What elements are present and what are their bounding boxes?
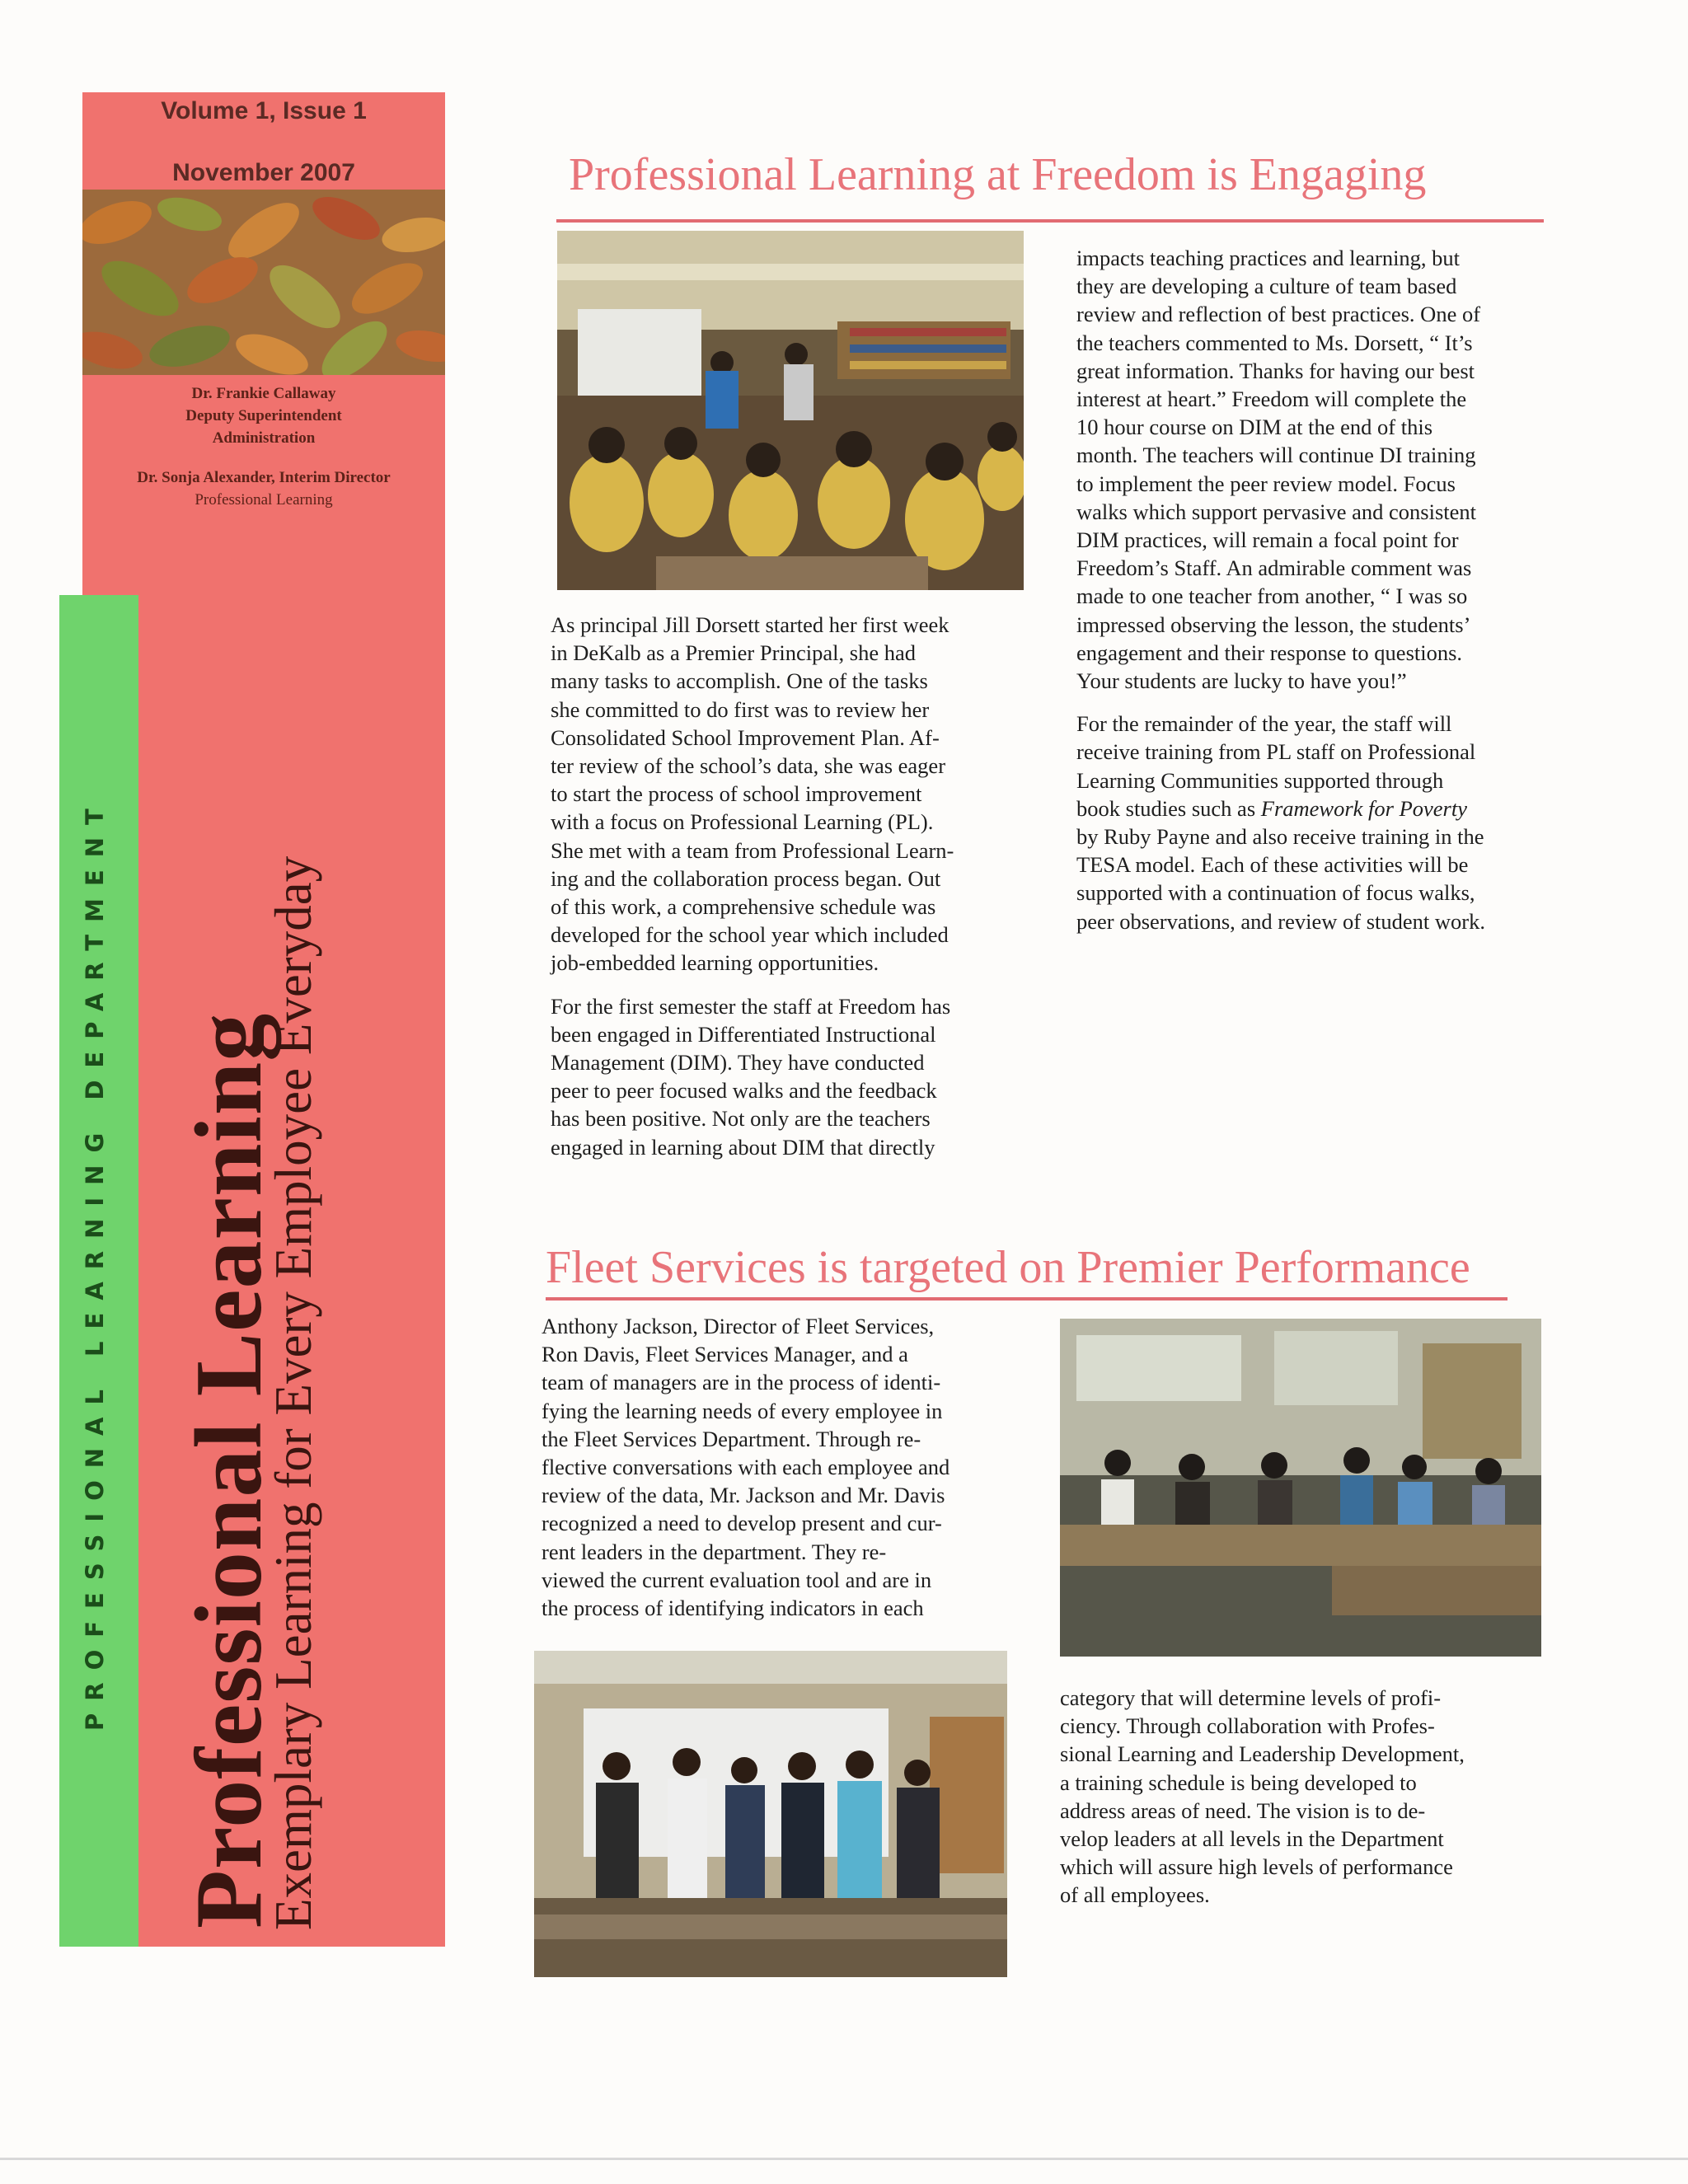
classroom-photo — [557, 231, 1024, 590]
text-line: Ron Davis, Fleet Services Manager, and a — [542, 1342, 908, 1367]
article2-paragraph — [1060, 1684, 1465, 1910]
text-line: impressed observing the lesson, the students’ — [1076, 612, 1471, 637]
text-line: engaged in learning about DIM that directly — [551, 1134, 935, 1160]
text-line: which will assure high levels of performance — [1060, 1854, 1453, 1880]
group-photo — [534, 1651, 1007, 1977]
credit-name: Dr. Sonja Alexander, Interim Director — [137, 469, 391, 486]
text-line: interest at heart.” Freedom will complete the — [1076, 387, 1467, 412]
text-line: For the remainder of the year, the staff will — [1076, 711, 1452, 737]
text-line: ciency. Through collaboration with Profes- — [1060, 1713, 1435, 1739]
text-line: She met with a team from Professional Learn- — [551, 837, 954, 863]
text-line: of all employees. — [1060, 1882, 1210, 1908]
autumn-leaves-image — [82, 190, 445, 375]
book-prefix: book studies such as — [1076, 795, 1261, 821]
text-line: of this work, a comprehensive schedule was — [551, 894, 936, 920]
text-line: the teachers commented to Ms. Dorsett, “ It’s — [1076, 330, 1473, 355]
text-line: the Fleet Services Department. Through re- — [542, 1426, 921, 1451]
text-line: month. The teachers will continue DI training — [1076, 443, 1476, 468]
article2-rule — [546, 1297, 1507, 1301]
article2-column1 — [542, 1312, 950, 1637]
text-line: review and reflection of best practices. One of — [1076, 302, 1481, 327]
text-line: recognized a need to develop present and cur- — [542, 1511, 942, 1536]
issue-volume: Volume 1, Issue 1 — [161, 97, 367, 124]
text-line: peer to peer focused walks and the feedback — [551, 1078, 937, 1104]
text-line: TESA model. Each of these activities will be — [1076, 852, 1469, 878]
text-line: impacts teaching practices and learning, but — [1076, 246, 1461, 270]
article2-paragraph — [542, 1312, 950, 1622]
article1-paragraph — [551, 992, 954, 1161]
text-line: been engaged in Differentiated Instructional — [551, 1021, 936, 1047]
text-line: Anthony Jackson, Director of Fleet Services, — [542, 1314, 935, 1338]
text-line: 10 hour course on DIM at the end of this — [1076, 415, 1433, 440]
text-line: to implement the peer review model. Focus — [1076, 471, 1456, 496]
book-title: Framework for Poverty — [1260, 795, 1467, 821]
text-line: supported with a continuation of focus walks, — [1076, 880, 1475, 906]
credit-deputy-superintendent — [82, 382, 445, 449]
page-bottom-rule — [0, 2158, 1688, 2160]
meeting-photo — [1060, 1319, 1541, 1657]
text-line: category that will determine levels of profi- — [1060, 1685, 1442, 1710]
text-line: sional Learning and Leadership Development, — [1060, 1741, 1465, 1767]
article1-rule — [556, 219, 1544, 223]
credit-name: Dr. Frankie Callaway — [191, 385, 336, 402]
article1-headline: Professional Learning at Freedom is Engaging — [569, 149, 1427, 200]
article1-paragraph — [1076, 244, 1485, 695]
text-line: team of managers are in the process of identi- — [542, 1370, 941, 1395]
text-line: walks which support pervasive and consistent — [1076, 499, 1476, 524]
text-line: she committed to do first was to review her — [551, 696, 930, 722]
text-line: As principal Jill Dorsett started her first week — [551, 612, 950, 637]
article2-headline: Fleet Services is targeted on Premier Performance — [546, 1242, 1470, 1293]
article1-paragraph — [551, 611, 954, 977]
article1-paragraph — [1076, 710, 1485, 935]
text-line: Management (DIM). They have conducted — [551, 1050, 925, 1076]
text-line: address areas of need. The vision is to de- — [1060, 1797, 1426, 1823]
article1-column1 — [551, 611, 954, 1176]
text-line: DIM practices, will remain a focal point for — [1076, 527, 1459, 553]
text-line: Freedom’s Staff. An admirable comment was — [1076, 555, 1472, 581]
text-line: viewed the current evaluation tool and are in — [542, 1567, 932, 1592]
text-line: developed for the school year which included — [551, 922, 949, 948]
text-line: flective conversations with each employee and — [542, 1455, 950, 1480]
text-line: has been positive. Not only are the teachers — [551, 1106, 931, 1132]
article2-column2 — [1060, 1684, 1465, 1924]
text-line: receive training from PL staff on Professional — [1076, 739, 1476, 765]
text-line: in DeKalb as a Premier Principal, she had — [551, 640, 917, 666]
credit-title: Deputy Superintendent — [185, 407, 342, 424]
text-line: by Ruby Payne and also receive training in the — [1076, 824, 1484, 850]
text-line: with a focus on Professional Learning (PL). — [551, 809, 934, 835]
text-line: engagement and their response to questions. — [1076, 640, 1463, 665]
text-line: made to one teacher from another, “ I was so — [1076, 583, 1468, 609]
text-line: rent leaders in the department. They re- — [542, 1539, 887, 1564]
credit-division: Administration — [212, 429, 316, 447]
text-line: fying the learning needs of every employee in — [542, 1398, 943, 1423]
text-line: to start the process of school improvement — [551, 781, 922, 807]
text-line: the process of identifying indicators in each — [542, 1596, 924, 1621]
text-line: Learning Communities supported through — [1076, 767, 1444, 793]
text-line — [1076, 794, 1485, 823]
issue-date: November 2007 — [172, 159, 355, 186]
masthead-title: Professional Learning — [176, 1012, 282, 1929]
department-label: PROFESSIONAL LEARNING DEPARTMENT — [81, 796, 109, 1731]
text-line: review of the data, Mr. Jackson and Mr. Davis — [542, 1483, 945, 1508]
text-line: peer observations, and review of student work. — [1076, 908, 1485, 934]
text-line: velop leaders at all levels in the Department — [1060, 1826, 1444, 1852]
masthead-tagline: Exemplary Learning for Every Employee Everyday — [265, 855, 322, 1930]
text-line: great information. Thanks for having our best — [1076, 358, 1475, 383]
credit-division: Professional Learning — [195, 491, 333, 509]
text-line: a training schedule is being developed to — [1060, 1769, 1417, 1795]
text-line: ter review of the school’s data, she was eager — [551, 753, 946, 779]
text-line: many tasks to accomplish. One of the tasks — [551, 668, 928, 694]
text-line: they are developing a culture of team based — [1076, 274, 1457, 299]
article1-column2 — [1076, 244, 1485, 950]
credit-interim-director — [82, 466, 445, 511]
text-line: Consolidated School Improvement Plan. Af- — [551, 724, 940, 750]
text-line: Your students are lucky to have you!” — [1076, 668, 1407, 694]
text-line: job-embedded learning opportunities. — [551, 950, 879, 976]
text-line: ing and the collaboration process began. Out — [551, 865, 941, 891]
text-line: For the first semester the staff at Freedom has — [551, 993, 951, 1019]
